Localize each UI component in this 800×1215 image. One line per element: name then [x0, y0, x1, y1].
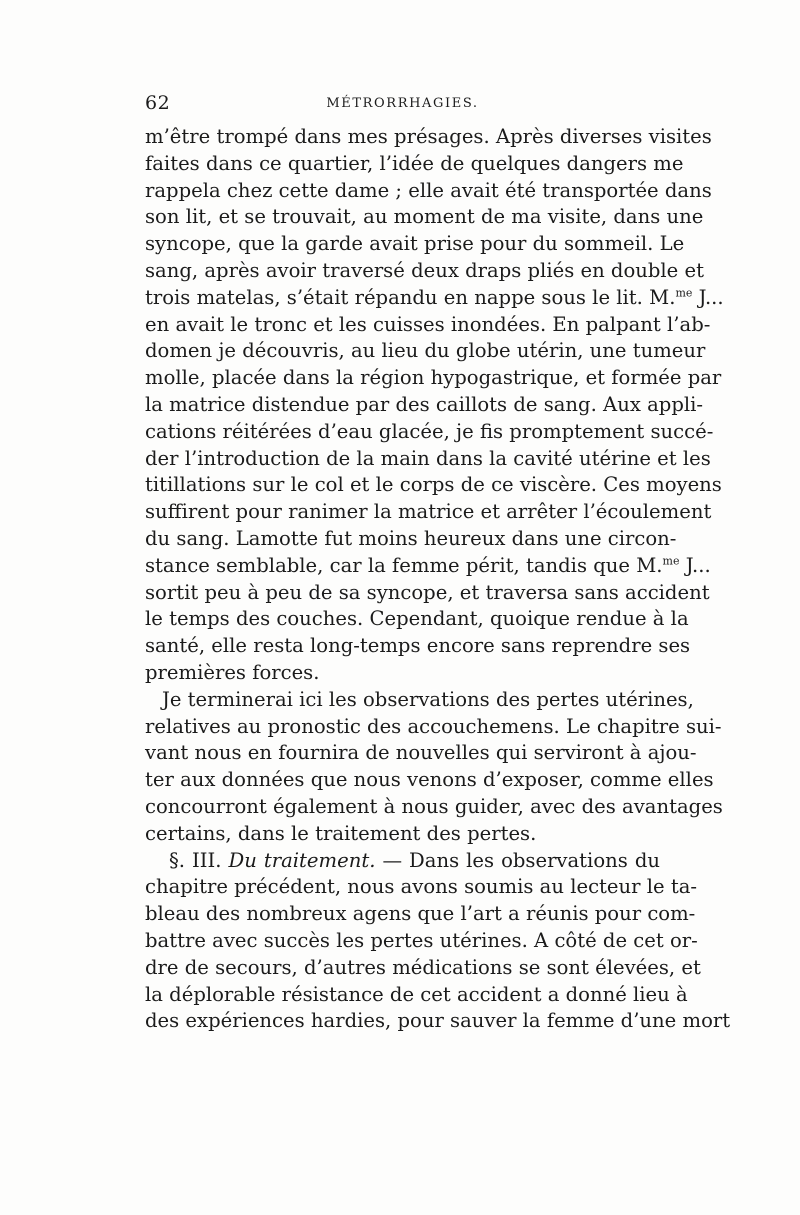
superscript: me [662, 554, 680, 568]
page-header [145, 92, 660, 122]
text-line: concourront également à nous guider, avec des avantages [145, 794, 723, 818]
text-line: rappela chez cette dame ; elle avait été transportée dans [145, 178, 712, 202]
text-line: relatives au pronostic des accouchemens. Le chapitre sui- [145, 714, 722, 738]
body-text [145, 124, 731, 1035]
text-line: certains, dans le traitement des pertes. [145, 821, 537, 845]
text-fragment: trois matelas, s’était répandu en nappe sous le lit. M. [145, 285, 676, 309]
text-line: santé, elle resta long-temps encore sans reprendre ses [145, 634, 691, 658]
text-line: molle, placée dans la région hypogastrique, et formée par [145, 366, 722, 390]
text-fragment: J... [679, 553, 711, 577]
page-number: 62 [145, 92, 171, 114]
text-line: la matrice distendue par des caillots de sang. Aux appli- [145, 392, 704, 416]
section-heading-line [145, 848, 660, 875]
running-head: MÉTRORRHAGIES. [326, 96, 479, 111]
text-line: la déplorable résistance de cet accident a donné lieu à [145, 982, 688, 1006]
text-line: suffirent pour ranimer la matrice et arrêter l’écoulement [145, 500, 712, 524]
text-line: titillations sur le col et le corps de ce viscère. Ces moyens [145, 473, 722, 497]
section-number: §. III. [169, 848, 229, 872]
text-line: Je terminerai ici les observations des pertes utérines, [162, 687, 694, 711]
section-title: Du traitement. [228, 848, 376, 872]
text-line: domen je découvris, au lieu du globe utérin, une tumeur [145, 339, 706, 363]
text-line: des expériences hardies, pour sauver la femme d’une mort [145, 1009, 731, 1033]
text-line: der l’introduction de la main dans la cavité utérine et les [145, 446, 711, 470]
text-line: en avait le tronc et les cuisses inondées. En palpant l’ab- [145, 312, 711, 336]
text-line: chapitre précédent, nous avons soumis au lecteur le ta- [145, 875, 697, 899]
text-line [145, 285, 724, 312]
text-line: faites dans ce quartier, l’idée de quelques dangers me [145, 151, 684, 175]
text-line: premières forces. [145, 660, 320, 684]
text-fragment: stance semblable, car la femme périt, tandis que M. [145, 553, 663, 577]
text-fragment: J... [692, 285, 724, 309]
text-line: sortit peu à peu de sa syncope, et traversa sans accident [145, 580, 710, 604]
text-fragment: — Dans les observations du [375, 848, 660, 872]
text-line: sang, après avoir traversé deux draps pliés en double et [145, 258, 704, 282]
text-line: du sang. Lamotte fut moins heureux dans une circon- [145, 526, 677, 550]
text-line [145, 553, 711, 580]
text-line: m’être trompé dans mes présages. Après diverses visites [145, 125, 712, 148]
text-line: battre avec succès les pertes utérines. A côté de cet or- [145, 928, 698, 952]
text-line: ter aux données que nous venons d’exposer, comme elles [145, 768, 714, 792]
text-line: vant nous en fournira de nouvelles qui serviront à ajou- [145, 741, 697, 765]
superscript: me [675, 286, 693, 300]
text-line: syncope, que la garde avait prise pour du sommeil. Le [145, 232, 685, 256]
text-line: cations réitérées d’eau glacée, je fis promptement succé- [145, 419, 714, 443]
text-line: dre de secours, d’autres médications se sont élevées, et [145, 955, 701, 979]
text-line: bleau des nombreux agens que l’art a réunis pour com- [145, 902, 696, 926]
text-line: le temps des couches. Cependant, quoique rendue à la [145, 607, 689, 631]
text-line: son lit, et se trouvait, au moment de ma visite, dans une [145, 205, 704, 229]
